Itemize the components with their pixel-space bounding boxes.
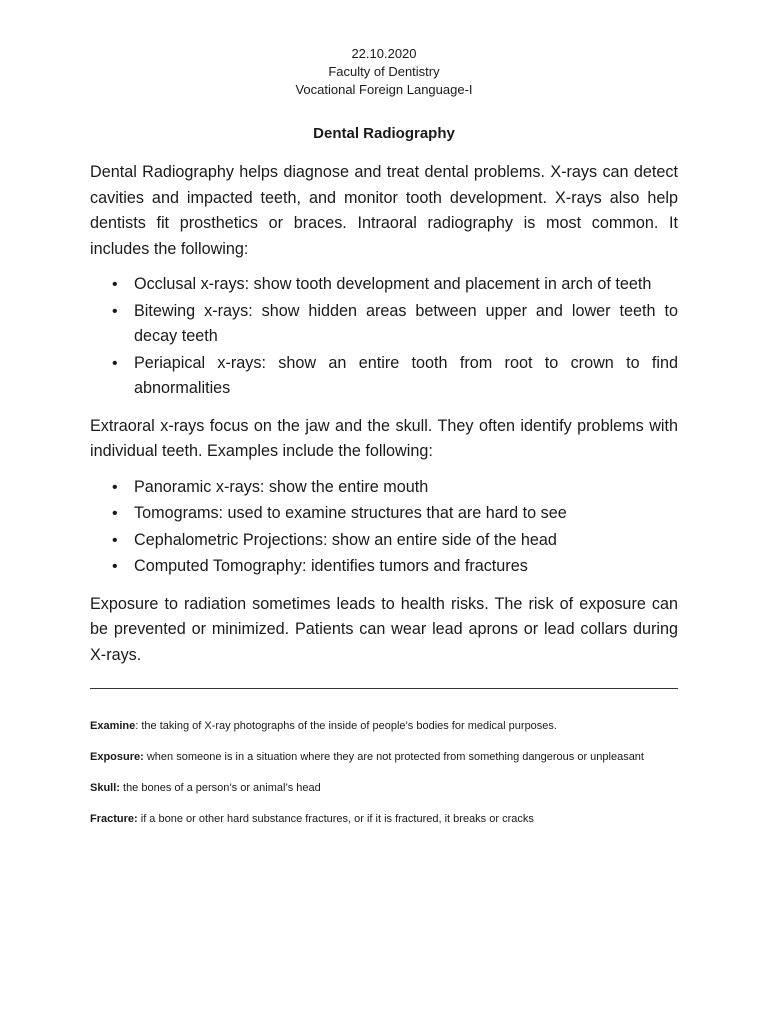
extraoral-list [90,475,678,580]
intro-paragraph: Dental Radiography helps diagnose and treat dental problems. X-rays can detect cavities and impacted teeth, and monitor tooth development. X-rays also help dentists fit prosthetics or braces. Intraoral radiography is most common. It includes the following: [90,163,678,258]
glossary-term: Skull: [90,782,120,794]
glossary-definition: if a bone or other hard substance fractures, or if it is fractured, it breaks or cracks [137,813,534,825]
glossary-definition: when someone is in a situation where they are not protected from something dangerous or unpleasant [143,751,644,763]
document-title: Dental Radiography [313,125,455,142]
exposure-paragraph: Exposure to radiation sometimes leads to health risks. The risk of exposure can be prevented or minimized. Patients can wear lead aprons or lead collars during X-rays. [90,594,678,664]
list-item: • Occlusal x-rays: show tooth development and placement in arch of teeth [134,272,678,298]
list-item: • Periapical x-rays: show an entire tooth from root to crown to find abnormalities [134,351,678,402]
glossary [90,719,678,826]
intraoral-list [90,272,678,402]
document-header [90,45,678,99]
glossary-entry [90,812,678,826]
glossary-entry [90,750,678,764]
glossary-term: Examine [90,720,136,732]
list-item: • Computed Tomography: identifies tumors and fractures [134,554,678,580]
footnote-divider [90,688,678,689]
glossary-entry [90,719,678,733]
extraoral-paragraph: Extraoral x-rays focus on the jaw and the skull. They often identify problems with individual teeth. Examples include the following: [90,416,678,460]
glossary-term: Exposure: [90,751,144,763]
list-item: • Tomograms: used to examine structures that are hard to see [134,501,678,527]
header-faculty: Faculty of Dentistry [328,64,440,79]
glossary-definition: : the taking of X-ray photographs of the inside of people’s bodies for medical purposes. [135,720,557,732]
header-date: 22.10.2020 [351,46,417,61]
list-item: • Cephalometric Projections: show an entire side of the head [134,528,678,554]
glossary-definition: the bones of a person’s or animal’s head [119,782,321,794]
list-item: • Panoramic x-rays: show the entire mouth [134,475,678,501]
glossary-entry [90,781,678,795]
glossary-term: Fracture: [90,813,138,825]
list-item: • Bitewing x-rays: show hidden areas between upper and lower teeth to decay teeth [134,299,678,350]
header-course: Vocational Foreign Language-I [295,82,473,97]
